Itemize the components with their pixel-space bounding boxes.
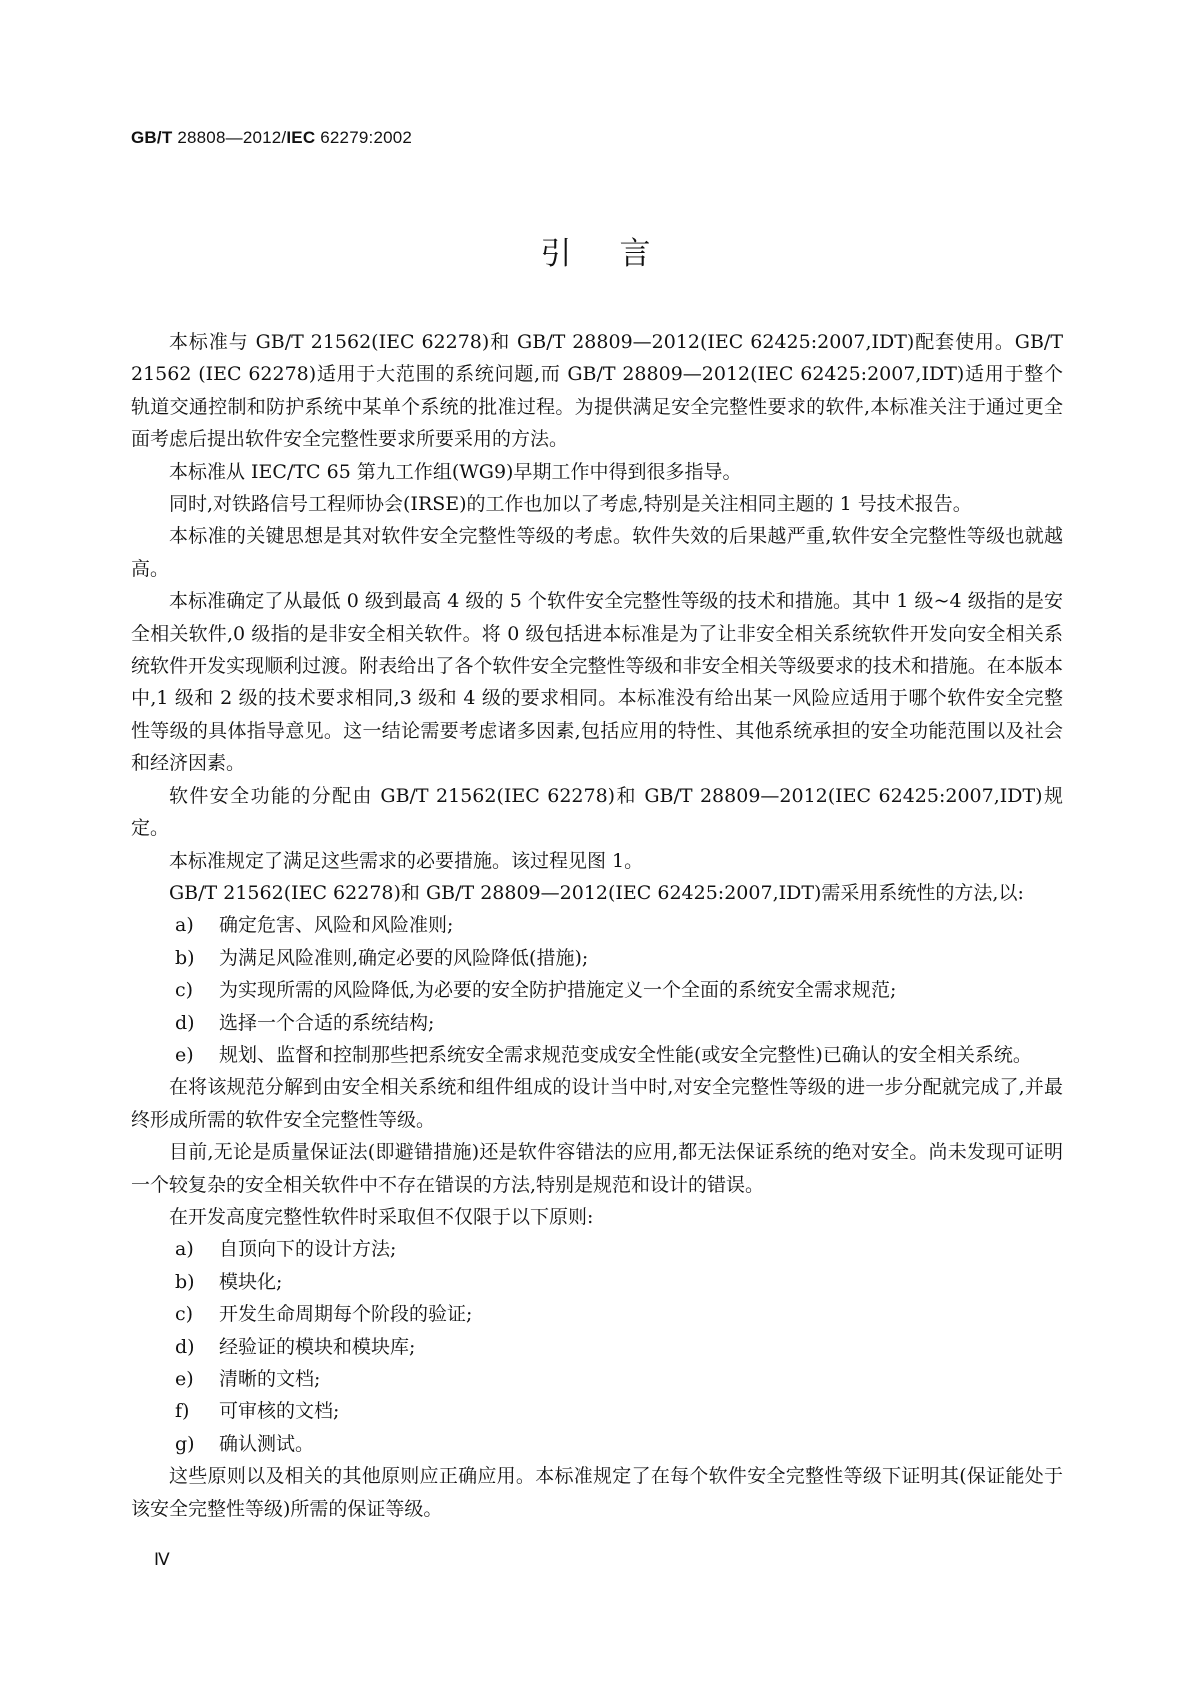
list-item-label: a): [175, 1238, 194, 1261]
list-item: [131, 1266, 1063, 1298]
list-item-text: 可审核的文档;: [219, 1400, 340, 1423]
list-item: [131, 1395, 1063, 1427]
standard-prefix: GB/T: [131, 128, 173, 147]
list-item-label: d): [175, 1011, 195, 1034]
standard-number: 28808—2012/: [172, 128, 287, 147]
list-item-label: b): [175, 946, 195, 969]
paragraph: 本标准的关键思想是其对软件安全完整性等级的考虑。软件失效的后果越严重,软件安全完整性等级也就越高。: [131, 525, 1063, 580]
list-item: [131, 974, 1063, 1006]
list-item-label: b): [175, 1270, 195, 1293]
list-item-text: 清晰的文档;: [219, 1368, 321, 1390]
list-item: [131, 1428, 1063, 1460]
list-item-text: 模块化;: [219, 1270, 283, 1293]
paragraph: 这些原则以及相关的其他原则应正确应用。本标准规定了在每个软件安全完整性等级下证明其(保证能处于该安全完整性等级)所需的保证等级。: [131, 1465, 1063, 1520]
list-item-text: 确定危害、风险和风险准则;: [219, 914, 454, 937]
list-item: [131, 909, 1063, 941]
list-item: [131, 1298, 1063, 1330]
list-item-label: g): [175, 1432, 195, 1455]
list-item: [131, 1363, 1063, 1395]
paragraph: 本标准确定了从最低 0 级到最高 4 级的 5 个软件安全完整性等级的技术和措施。其中 1 级~4 级指的是安全相关软件,0 级指的是非安全相关软件。将 0 级包括进本标准是为了让非安全相关系统软件开发向安全相关系统软件开发实现顺利过渡。附表给出了各个软件安全完整性等级和非安全相关等级要求的技术和措施。在本版本中,1 级和 2 级的技术要求相同,3 级和 4 级的要求相同。本标准没有给出某一风险应适用于哪个软件安全完整性等级的具体指导意见。这一结论需要考虑诸多因素,包括应用的特性、其他系统承担的安全功能范围以及社会和经济因素。: [131, 590, 1063, 775]
iec-number: 62279:2002: [315, 128, 413, 147]
paragraph: 软件安全功能的分配由 GB/T 21562(IEC 62278)和 GB/T 28809—2012(IEC 62425:2007,IDT)规定。: [131, 784, 1063, 840]
paragraph: 在将该规范分解到由安全相关系统和组件组成的设计当中时,对安全完整性等级的进一步分配就完成了,并最终形成所需的软件安全完整性等级。: [131, 1076, 1063, 1131]
list-item-text: 为满足风险准则,确定必要的风险降低(措施);: [219, 946, 589, 969]
paragraph: 在开发高度完整性软件时采取但不仅限于以下原则:: [169, 1205, 594, 1228]
list-item-text: 确认测试。: [219, 1432, 315, 1455]
list-item-label: c): [175, 979, 194, 1002]
list-item-label: d): [175, 1335, 195, 1358]
list-item: [131, 1039, 1063, 1071]
paragraph: 同时,对铁路信号工程师协会(IRSE)的工作也加以了考虑,特别是关注相同主题的 1 号技术报告。: [169, 493, 972, 516]
standard-number-header: [131, 128, 412, 148]
page-number: Ⅳ: [154, 1550, 170, 1569]
list-item-text: 开发生命周期每个阶段的验证;: [219, 1303, 473, 1326]
paragraph: GB/T 21562(IEC 62278)和 GB/T 28809—2012(IEC 62425:2007,IDT)需采用系统性的方法,以:: [169, 881, 1024, 904]
list-item-label: e): [175, 1368, 194, 1390]
list-item: [131, 1007, 1063, 1039]
list-item-text: 自顶向下的设计方法;: [219, 1238, 397, 1261]
list-item-text: 选择一个合适的系统结构;: [219, 1011, 435, 1034]
list-item: [131, 1331, 1063, 1363]
paragraph: 本标准与 GB/T 21562(IEC 62278)和 GB/T 28809—2012(IEC 62425:2007,IDT)配套使用。GB/T 21562 (IEC 62278)适用于大范围的系统问题,而 GB/T 28809—2012(IEC 62425:2007,IDT)适用于整个轨道交通控制和防护系统中某单个系统的批准过程。为提供满足安全完整性要求的软件,本标准关注于通过更全面考虑后提出软件安全完整性要求所要采用的方法。: [131, 331, 1063, 451]
paragraph: 本标准从 IEC/TC 65 第九工作组(WG9)早期工作中得到很多指导。: [169, 460, 742, 483]
list-item-text: 经验证的模块和模块库;: [219, 1335, 416, 1358]
list-item-label: c): [175, 1303, 194, 1326]
list-item-text: 规划、监督和控制那些把系统安全需求规范变成安全性能(或安全完整性)已确认的安全相关系统。: [219, 1043, 1032, 1066]
list-item-label: a): [175, 914, 194, 937]
iec-prefix: IEC: [286, 128, 316, 147]
list-item: [131, 1233, 1063, 1265]
list-item: [131, 942, 1063, 974]
list-item-label: f): [175, 1400, 190, 1423]
paragraph: 目前,无论是质量保证法(即避错措施)还是软件容错法的应用,都无法保证系统的绝对安全。尚未发现可证明一个较复杂的安全相关软件中不存在错误的方法,特别是规范和设计的错误。: [131, 1141, 1063, 1196]
paragraph: 本标准规定了满足这些需求的必要措施。该过程见图 1。: [169, 849, 644, 872]
list-item-label: e): [175, 1043, 194, 1066]
page-title: 引言: [540, 236, 699, 272]
body-text: [131, 326, 1063, 1525]
list-item-text: 为实现所需的风险降低,为必要的安全防护措施定义一个全面的系统安全需求规范;: [219, 979, 897, 1002]
